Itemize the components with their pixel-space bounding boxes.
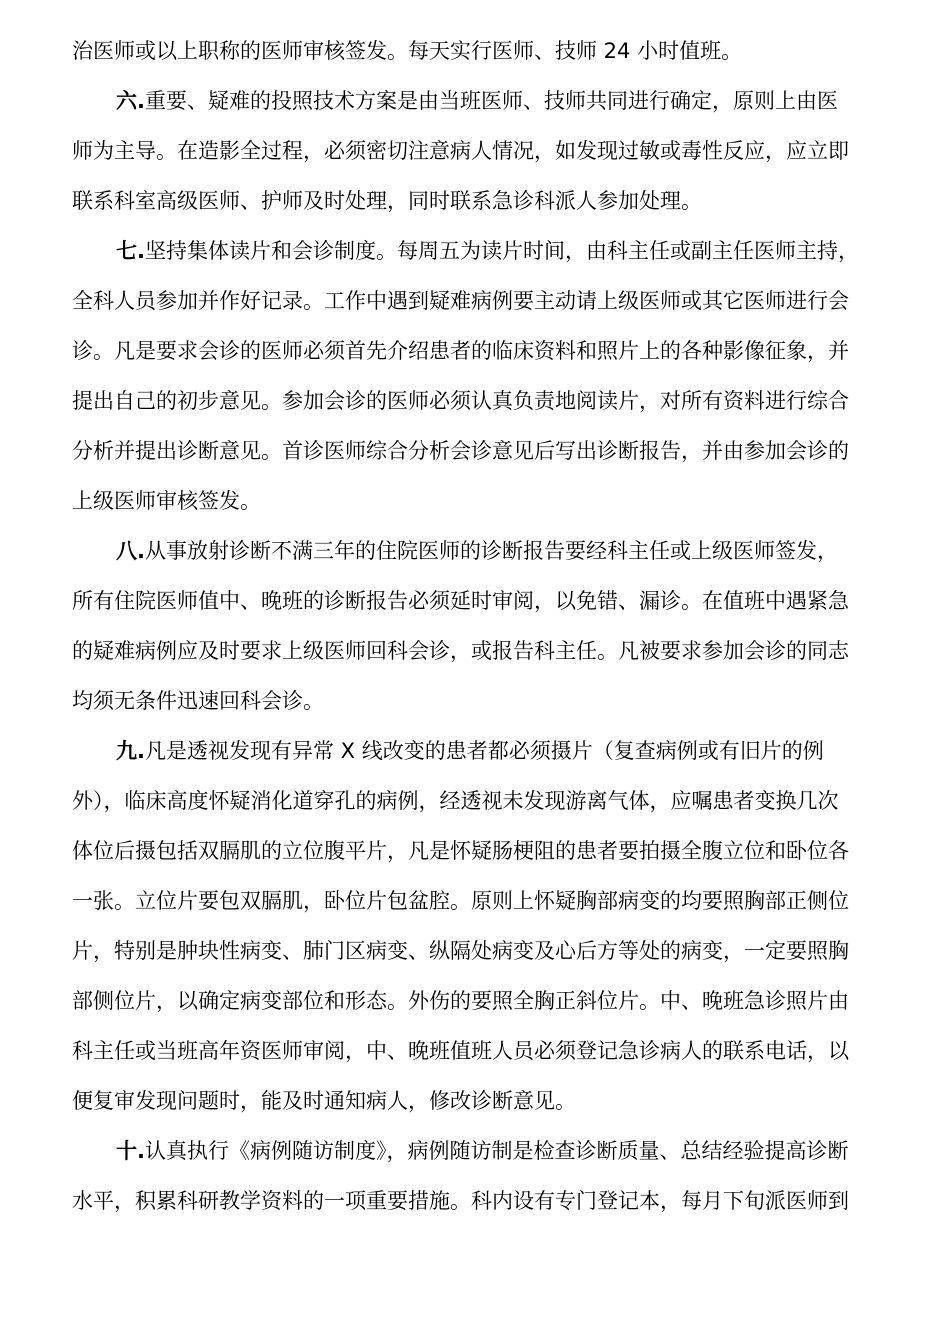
paragraph-9-first-line — [72, 726, 892, 776]
line-text: 从事放射诊断不满三年的住院医师的诊断报告要经科主任或上级医师签发， — [144, 539, 838, 563]
text-line — [72, 126, 892, 176]
line-text: 提出自己的初步意见。参加会诊的医师必须认真负责地阅读片，对所有资料进行综合 — [72, 389, 849, 413]
line-text: 坚持集体读片和会诊制度。每周五为读片时间，由科主任或副主任医师主持， — [144, 239, 859, 263]
line-text: 联系科室高级医师、护师及时处理，同时联系急诊科派人参加处理。 — [72, 189, 702, 213]
text-line — [72, 776, 892, 826]
paragraph-8-first-line — [72, 526, 892, 576]
paragraph-7-first-line — [72, 226, 892, 276]
line-text: 师为主导。在造影全过程，必须密切注意病人情况，如发现过敏或毒性反应，应立即 — [72, 139, 849, 163]
document-page — [72, 26, 892, 1226]
line-text: 上级医师审核签发。 — [72, 489, 261, 513]
line-text: 便复审发现问题时，能及时通知病人，修改诊断意见。 — [72, 1089, 576, 1113]
text-line — [72, 1176, 892, 1226]
text-line — [72, 876, 892, 926]
text-line — [72, 1076, 892, 1126]
text-line — [72, 576, 892, 626]
text-line — [72, 976, 892, 1026]
line-text: 诊。凡是要求会诊的医师必须首先介绍患者的临床资料和照片上的各种影像征象，并 — [72, 339, 849, 363]
text-line — [72, 426, 892, 476]
line-text: 体位后摄包括双膈肌的立位腹平片，凡是怀疑肠梗阻的患者要拍摄全腹立位和卧位各 — [72, 839, 849, 863]
section-number: 十. — [116, 1139, 145, 1163]
line-text: 均须无条件迅速回科会诊。 — [72, 689, 324, 713]
section-number: 八. — [116, 539, 145, 563]
text-line — [72, 1026, 892, 1076]
text-line — [72, 476, 892, 526]
line-text: 外），临床高度怀疑消化道穿孔的病例，经透视未发现游离气体，应嘱患者变换几次 — [72, 789, 839, 813]
section-number: 七. — [116, 239, 145, 263]
line-text: 一张。立位片要包双膈肌，卧位片包盆腔。原则上怀疑胸部病变的均要照胸部正侧位 — [72, 889, 849, 913]
line-text: 水平，积累科研教学资料的一项重要措施。科内设有专门登记本，每月下旬派医师到 — [72, 1189, 849, 1213]
line-text: 认真执行《病例随访制度》，病例随访制是检查诊断质量、总结经验提高诊断 — [144, 1139, 849, 1163]
line-text: 部侧位片，以确定病变部位和形态。外伤的要照全胸正斜位片。中、晚班急诊照片由 — [72, 989, 849, 1013]
line-text: 的疑难病例应及时要求上级医师回科会诊，或报告科主任。凡被要求参加会诊的同志 — [72, 639, 849, 663]
section-number: 六. — [116, 89, 145, 113]
text-line — [72, 26, 892, 76]
text-line — [72, 676, 892, 726]
line-text: 片，特别是肿块性病变、肺门区病变、纵隔处病变及心后方等处的病变，一定要照胸 — [72, 939, 849, 963]
paragraph-10-first-line — [72, 1126, 892, 1176]
paragraph-6-first-line — [72, 76, 892, 126]
line-text: 治医师或以上职称的医师审核签发。每天实行医师、技师 24 小时值班。 — [72, 39, 743, 63]
text-line — [72, 326, 892, 376]
text-line — [72, 626, 892, 676]
line-text: 凡是透视发现有异常 X 线改变的患者都必须摄片（复查病例或有旧片的例 — [144, 739, 824, 763]
line-text: 所有住院医师值中、晚班的诊断报告必须延时审阅，以免错、漏诊。在值班中遇紧急 — [72, 589, 849, 613]
text-line — [72, 826, 892, 876]
section-number: 九. — [116, 739, 145, 763]
line-text: 科主任或当班高年资医师审阅，中、晚班值班人员必须登记急诊病人的联系电话，以 — [72, 1039, 849, 1063]
text-line — [72, 376, 892, 426]
line-text: 分析并提出诊断意见。首诊医师综合分析会诊意见后写出诊断报告，并由参加会诊的 — [72, 439, 849, 463]
text-line — [72, 176, 892, 226]
line-text: 全科人员参加并作好记录。工作中遇到疑难病例要主动请上级医师或其它医师进行会 — [72, 289, 849, 313]
text-line — [72, 926, 892, 976]
line-text: 重要、疑难的投照技术方案是由当班医师、技师共同进行确定，原则上由医 — [144, 89, 838, 113]
text-line — [72, 276, 892, 326]
